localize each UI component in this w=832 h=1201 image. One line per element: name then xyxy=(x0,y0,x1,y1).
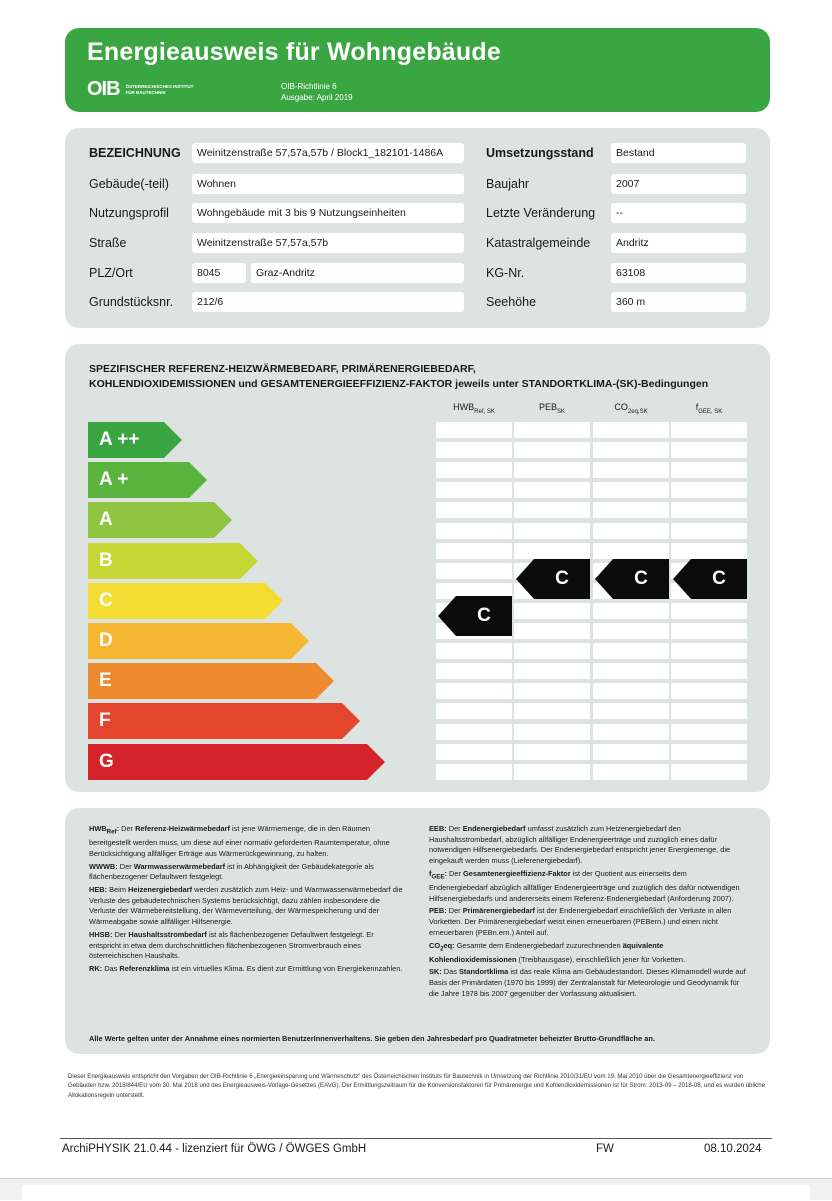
legal-disclaimer: Dieser Energieausweis entspricht den Vorgaben der OIB-Richtlinie 6 „Energieeinsparung und Wärmeschutz“ des Österreichischen Instituts für Bautechnik in Umsetzung der Richtlinie 2010/31/EU vom 19. Mai 2010 über die Gesamtenergieeffizienz von Gebäuden bzw. 2018/844/EU vom 30. Mai 2018 und des Energieausweis-Vorlage-Gesetzes (EAVG). Der Ermittlungszeitraum für die Konversionsfaktoren für Primärenergie und Kohlendioxidemissionen ist für Strom: 2013-09 – 2018-08, und es wurden übliche Allokationsregeln unterstellt. xyxy=(68,1073,765,1099)
grid-cell xyxy=(436,563,512,579)
grid-cell xyxy=(671,683,747,699)
grid-cell xyxy=(514,623,590,639)
grid-cell xyxy=(436,502,512,518)
nutzungsprofil-label: Nutzungsprofil xyxy=(89,206,169,220)
grid-cell xyxy=(593,764,669,780)
grid-cell xyxy=(671,744,747,760)
grid-cell xyxy=(514,543,590,559)
grid-cell xyxy=(436,643,512,659)
grid-cell xyxy=(436,523,512,539)
oib-logo-text: OIB xyxy=(87,78,120,100)
grid-cell xyxy=(514,764,590,780)
baujahr-label: Baujahr xyxy=(486,177,530,191)
efficiency-band xyxy=(88,502,232,538)
letzte-value: -- xyxy=(611,203,746,223)
grid-cell xyxy=(436,482,512,498)
grid-cell xyxy=(671,422,747,438)
nutzungsprofil-value: Wohngebäude mit 3 bis 9 Nutzungseinheiten xyxy=(192,203,464,223)
column-header-peb: $PEB_{SK}$ xyxy=(538,402,566,415)
grid-cell xyxy=(671,543,747,559)
grid-cell xyxy=(593,442,669,458)
grid-cell xyxy=(593,603,669,619)
grid-cell xyxy=(436,442,512,458)
efficiency-band-shape xyxy=(88,663,334,699)
grid-cell xyxy=(671,623,747,639)
footer-date: 08.10.2024 xyxy=(704,1143,762,1155)
rating-marker-peb xyxy=(516,559,590,604)
definitions-right-column xyxy=(429,824,747,1001)
rating-marker-label: C xyxy=(477,604,491,626)
grid-cell xyxy=(514,482,590,498)
oib-logo xyxy=(87,78,204,101)
definition-wwwb: WWWB: Der Warmwasserwärmebedarf ist in Abhängigkeit der Gebäudekategorie als flächenbezogener Defaultwert festgelegt. xyxy=(89,861,374,882)
footer-software: ArchiPHYSIK 21.0.44 - lizenziert für ÖWG / ÖWGES GmbH xyxy=(62,1143,367,1155)
rating-marker-label: C xyxy=(712,567,726,589)
definitions-panel xyxy=(65,808,770,1054)
column-header-fgee: $f_{GEE, SK}$ xyxy=(695,402,723,415)
efficiency-band xyxy=(88,744,385,780)
grid-cell xyxy=(671,703,747,719)
efficiency-band-label: A xyxy=(99,509,113,531)
efficiency-band-label: E xyxy=(99,670,112,692)
umsetzung-value: Bestand xyxy=(611,143,746,163)
grid-cell xyxy=(436,764,512,780)
definition-peb: PEB: Der Primärenergiebedarf ist der Endenergiebedarf einschließlich der Verluste in allen Vorketten. Der Primärenergiebedarf weist einen erneuerbaren (PEBern.) und einen nicht erneuerbaren (PEBn.ern.) Anteil auf. xyxy=(429,906,732,937)
grid-cell xyxy=(671,603,747,619)
strasse-value: Weinitzenstraße 57,57a,57b xyxy=(192,233,464,253)
grid-cell xyxy=(436,703,512,719)
seehoehe-label: Seehöhe xyxy=(486,295,537,309)
kgnr-value: 63108 xyxy=(611,263,746,283)
efficiency-band-shape xyxy=(88,623,309,659)
efficiency-band xyxy=(88,543,258,579)
efficiency-band xyxy=(88,623,309,659)
document-title: Energieausweis für Wohngebäude xyxy=(87,38,501,66)
grid-cell xyxy=(514,643,590,659)
bezeichnung-value: Weinitzenstraße 57,57a,57b / Block1_182101-1486A xyxy=(192,143,464,163)
definition-hhsb: HHSB: Der Haushaltsstrombedarf ist als flächenbezogener Defaultwert festgelegt. Er entspricht in etwa dem durchschnittlichen flächenbezogenen Stromverbrauch eines österreichischen Haushalts. xyxy=(89,929,374,961)
grid-cell xyxy=(436,462,512,478)
grid-cell xyxy=(593,663,669,679)
scale-title-line1: SPEZIFISCHER REFERENZ-HEIZWÄRMEBEDARF, PRIMÄRENERGIEBEDARF, xyxy=(89,363,476,375)
ort-value: Graz-Andritz xyxy=(251,263,464,283)
seehoehe-value: 360 m xyxy=(611,292,746,312)
efficiency-band xyxy=(88,422,182,458)
baujahr-value: 2007 xyxy=(611,174,746,194)
grid-cell xyxy=(514,603,590,619)
efficiency-band-shape xyxy=(88,583,283,619)
grid-cell xyxy=(514,502,590,518)
efficiency-band-shape xyxy=(88,744,385,780)
rating-marker-label: C xyxy=(555,567,569,589)
grid-cell xyxy=(593,543,669,559)
efficiency-band-label: A ++ xyxy=(99,429,140,450)
katastral-value: Andritz xyxy=(611,233,746,253)
kgnr-label: KG-Nr. xyxy=(486,266,525,280)
grid-cell xyxy=(514,462,590,478)
guideline-name: OIB-Richtlinie 6 xyxy=(281,82,337,91)
gebaeude-value: Wohnen xyxy=(192,174,464,194)
rating-marker-co2 xyxy=(595,559,669,604)
grid-cell xyxy=(593,643,669,659)
grid-cell xyxy=(514,703,590,719)
grundstueck-label: Grundstücksnr. xyxy=(89,295,174,309)
footer-divider xyxy=(60,1138,772,1139)
definition-heb: HEB: Beim Heizenergiebedarf werden zusätzlich zum Heiz- und Warmwasserwärmebedarf die Verluste des gebäudetechnischen Systems berücksichtigt, dazu zählen insbesondere die Verluste der Wärmebereitstellung, der Wärmeverteilung, der Wärmespeicherung und der Wärmeabgabe sowie allfälliger Hilfsenergie. xyxy=(89,884,403,927)
grid-cell xyxy=(436,744,512,760)
bezeichnung-label: BEZEICHNUNG xyxy=(89,146,181,160)
strasse-label: Straße xyxy=(89,236,127,250)
efficiency-band-shape xyxy=(88,703,360,739)
grid-cell xyxy=(593,502,669,518)
gebaeude-label: Gebäude(-teil) xyxy=(89,177,169,191)
efficiency-band-shape xyxy=(88,543,258,579)
efficiency-band-label: A + xyxy=(99,469,129,491)
energy-scale-panel xyxy=(65,344,770,792)
efficiency-band xyxy=(88,462,207,498)
grid-cell xyxy=(593,482,669,498)
grundstueck-value: 212/6 xyxy=(192,292,464,312)
grid-cell xyxy=(671,502,747,518)
definitions-footnote: Alle Werte gelten unter der Annahme eines normierten BenutzerInnenverhaltens. Sie geben den Jahresbedarf pro Quadratmeter beheizter Brutto-Grundfläche an. xyxy=(89,1034,655,1043)
definition-co2: $CO_2eq$: Gesamte dem Endenergiebedarf zuzurechnenden äquivalente Kohlendioxidemissionen (Treibhausgase), einschließlich jener für Vorketten. xyxy=(429,940,686,964)
scale-title xyxy=(89,362,708,392)
grid-cell xyxy=(514,422,590,438)
efficiency-band-label: G xyxy=(99,750,114,772)
efficiency-band-label: B xyxy=(99,549,113,571)
footer-initials: FW xyxy=(596,1143,614,1155)
grid-cell xyxy=(514,724,590,740)
building-info-panel xyxy=(65,128,770,328)
definition-hwb: $HWB_{Ref}$: Der Referenz-Heizwärmebedarf ist jene Wärmemenge, die in den Räumen bereitgestellt werden muss, um diese auf einer normativ geforderten Raumtemperatur, ohne Berücksichtigung allfälliger Erträge aus Wärmerückgewinnung, zu halten. xyxy=(89,824,390,858)
next-page-edge xyxy=(0,1178,832,1200)
grid-cell xyxy=(514,744,590,760)
grid-cell xyxy=(593,683,669,699)
umsetzung-label: Umsetzungsstand xyxy=(486,146,594,160)
grid-cell xyxy=(514,523,590,539)
grid-cell xyxy=(593,724,669,740)
katastral-label: Katastralgemeinde xyxy=(486,236,591,250)
efficiency-band xyxy=(88,703,360,739)
definition-fgee: $f_{GEE}$: Der Gesamtenergieeffizienz-Faktor ist der Quotient aus einerseits dem Endenergiebedarf abzüglich allfälliger Endenergieerträge und zuzüglich des dafür notwendigen Hilfsenergiebedarfs und andererseits einem Referenz-Endenergiebedarf (Anforderung 2007). xyxy=(429,868,740,903)
grid-cell xyxy=(671,482,747,498)
header-banner xyxy=(65,28,770,112)
grid-cell xyxy=(514,683,590,699)
grid-cell xyxy=(436,422,512,438)
grid-cell xyxy=(593,703,669,719)
rating-marker-label: C xyxy=(634,567,648,589)
definition-sk: SK: Das Standortklima ist das reale Klima am Gebäudestandort. Dieses Klimamodell wurde auf Basis der Primärdaten (1970 bis 1999) der Zentralanstalt für Meteorologie und Geodynamik für die Jahre 1978 bis 2007 gegenüber der Vorfassung aktualisiert. xyxy=(429,967,746,998)
grid-cell xyxy=(436,683,512,699)
plz-label: PLZ/Ort xyxy=(89,266,133,280)
efficiency-band xyxy=(88,583,283,619)
rating-marker-hwb xyxy=(438,596,512,641)
efficiency-band-label: C xyxy=(99,589,113,611)
grid-cell xyxy=(671,523,747,539)
column-header-co2: $CO_{2eq,SK}$ xyxy=(614,402,648,415)
grid-cell xyxy=(671,764,747,780)
grid-cell xyxy=(593,523,669,539)
grid-cell xyxy=(671,643,747,659)
plz-value: 8045 xyxy=(192,263,246,283)
oib-logo-subtitle: ÖSTERREICHISCHES INSTITUT FÜR BAUTECHNIK xyxy=(125,83,194,95)
grid-cell xyxy=(436,663,512,679)
grid-cell xyxy=(593,462,669,478)
grid-cell xyxy=(436,543,512,559)
grid-cell xyxy=(593,623,669,639)
efficiency-band xyxy=(88,663,334,699)
grid-cell xyxy=(514,663,590,679)
efficiency-band-label: D xyxy=(99,630,113,651)
grid-cell xyxy=(593,422,669,438)
column-header-hwb: $HWB_{Ref, SK}$ xyxy=(453,402,495,415)
efficiency-band-label: F xyxy=(99,710,111,732)
grid-cell xyxy=(514,442,590,458)
grid-cell xyxy=(671,724,747,740)
grid-cell xyxy=(671,442,747,458)
definition-rk: RK: Das Referenzklima ist ein virtuelles Klima. Es dient zur Ermittlung von Energiekennzahlen. xyxy=(89,963,403,973)
definition-eeb: EEB: Der Endenergiebedarf umfasst zusätzlich zum Heizenergiebedarf den Haushaltsstrombedarf, abzüglich allfälliger Endenergieerträge und zuzüglich eines dafür notwendigen Hilfsenergiebedarfs. Der Endenergiebedarf entspricht jener Energiemenge, die eingekauft werden muss (Lieferenergiebedarf). xyxy=(429,824,731,866)
grid-cell xyxy=(436,724,512,740)
guideline-edition: Ausgabe: April 2019 xyxy=(281,93,353,102)
grid-cell xyxy=(593,744,669,760)
guideline-info xyxy=(281,81,353,103)
definitions-left-column xyxy=(89,824,407,977)
scale-title-line2: KOHLENDIOXIDEMISSIONEN und GESAMTENERGIEEFFIZIENZ-FAKTOR jeweils unter STANDORTKLIMA-(SK)-Bedingungen xyxy=(89,378,709,390)
grid-cell xyxy=(671,462,747,478)
letzte-label: Letzte Veränderung xyxy=(486,206,596,220)
rating-marker-fgee xyxy=(673,559,747,604)
grid-cell xyxy=(671,663,747,679)
